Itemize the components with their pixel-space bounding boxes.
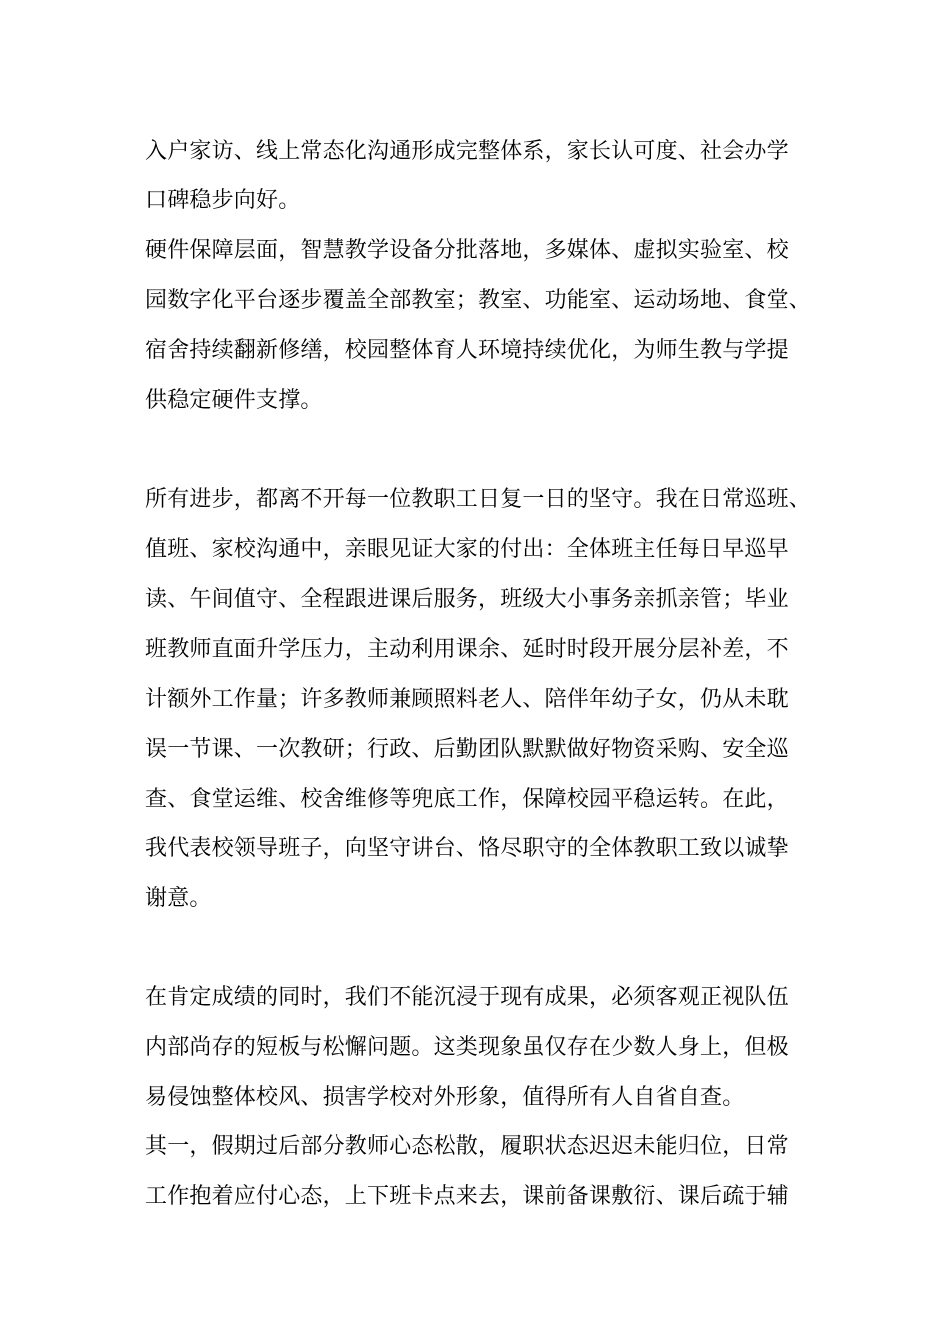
text-line: 硬件保障层面，智慧教学设备分批落地，多媒体、虚拟实验室、校 <box>145 238 789 263</box>
text-line: 在肯定成绩的同时，我们不能沉浸于现有成果，必须客观正视队伍 <box>145 985 789 1010</box>
text-line: 易侵蚀整体校风、损害学校对外形象，值得所有人自省自查。 <box>145 1085 745 1110</box>
text-line: 入户家访、线上常态化沟通形成完整体系，家长认可度、社会办学 <box>145 139 789 164</box>
text-line: 误一节课、一次教研；行政、后勤团队默默做好物资采购、安全巡 <box>145 737 789 762</box>
text-line: 工作抱着应付心态，上下班卡点来去，课前备课敷衍、课后疏于辅 <box>145 1184 789 1209</box>
text-line: 班教师直面升学压力，主动利用课余、延时时段开展分层补差，不 <box>145 637 789 662</box>
text-line: 宿舍持续翻新修缮，校园整体育人环境持续优化，为师生教与学提 <box>145 338 789 363</box>
text-line: 查、食堂运维、校舍维修等兜底工作，保障校园平稳运转。在此， <box>145 787 789 812</box>
text-line: 园数字化平台逐步覆盖全部教室；教室、功能室、运动场地、食堂、 <box>145 288 812 313</box>
text-line: 内部尚存的短板与松懈问题。这类现象虽仅存在少数人身上，但极 <box>145 1035 789 1060</box>
text-line: 值班、家校沟通中，亲眼见证大家的付出：全体班主任每日早巡早 <box>145 537 789 562</box>
text-line: 谢意。 <box>145 886 212 911</box>
text-line: 读、午间值守、全程跟进课后服务，班级大小事务亲抓亲管；毕业 <box>145 587 789 612</box>
text-line: 我代表校领导班子，向坚守讲台、恪尽职守的全体教职工致以诚挚 <box>145 836 789 861</box>
text-line: 所有进步，都离不开每一位教职工日复一日的坚守。我在日常巡班、 <box>145 487 812 512</box>
text-line: 计额外工作量；许多教师兼顾照料老人、陪伴年幼子女，仍从未耽 <box>145 687 789 712</box>
text-line: 其一，假期过后部分教师心态松散，履职状态迟迟未能归位，日常 <box>145 1134 789 1159</box>
text-line: 供稳定硬件支撑。 <box>145 388 323 413</box>
text-line: 口碑稳步向好。 <box>145 188 301 213</box>
